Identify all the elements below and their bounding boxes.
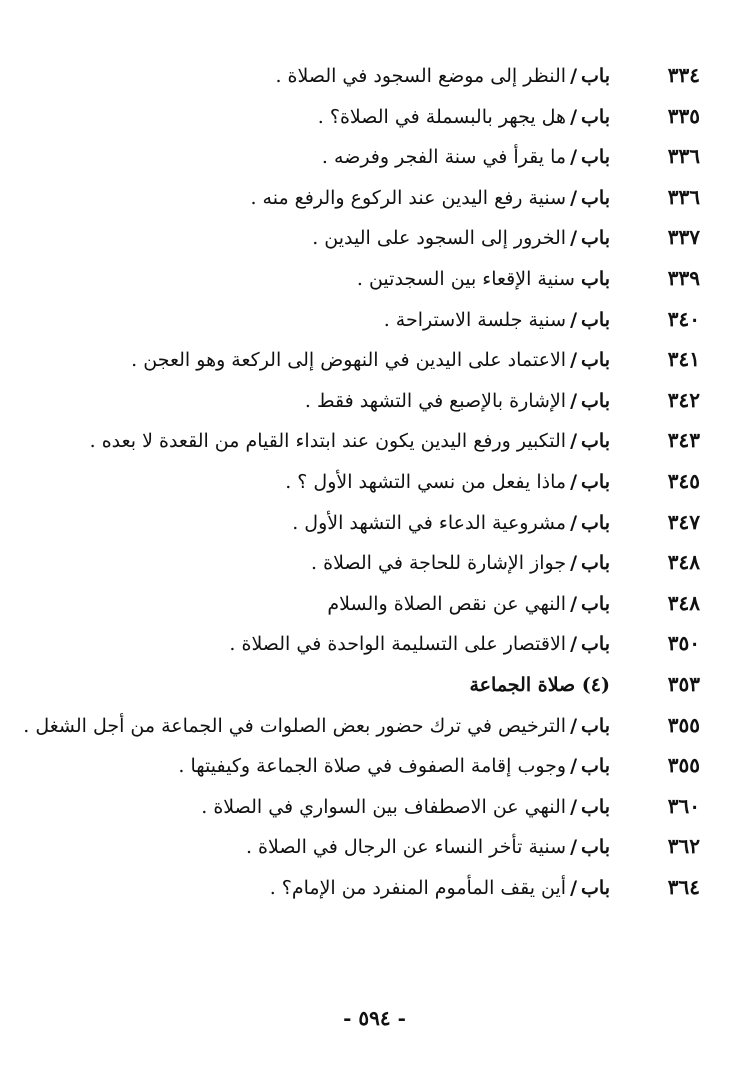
entry-title: سنية تأخر النساء عن الرجال في الصلاة . [245, 836, 567, 859]
entry-label: باب [581, 308, 610, 331]
entry-page-number: ٣٥٥ [667, 753, 700, 778]
entry-separator: / [570, 430, 578, 453]
entry-text [322, 137, 632, 178]
entry-label: باب [581, 836, 610, 859]
list-item [40, 299, 700, 340]
entry-separator: / [570, 470, 578, 493]
entry-separator: / [570, 755, 578, 778]
entry-separator: / [570, 592, 578, 615]
entry-page-number: ٣٣٥ [667, 103, 700, 128]
entry-title: وجوب إقامة الصفوف في صلاة الجماعة وكيفيتها . [178, 755, 567, 778]
entry-label: باب [581, 633, 610, 656]
entry-separator: / [570, 227, 578, 250]
entry-separator: / [570, 349, 578, 372]
entry-title: النظر إلى موضع السجود في الصلاة . [275, 65, 567, 87]
entry-page-number: ٣٥٠ [667, 631, 700, 656]
section-heading: (٤) صلاة الجماعة [469, 673, 610, 696]
entry-separator: / [570, 511, 578, 534]
entry-label: باب [581, 795, 610, 818]
entry-title: هل يجهر بالبسملة في الصلاة؟ . [317, 105, 567, 128]
list-item [40, 339, 700, 380]
entry-label: باب [581, 755, 610, 778]
entry-title: سنية جلسة الاستراحة . [383, 308, 567, 331]
entry-label: باب [581, 105, 610, 128]
entry-text [312, 218, 632, 259]
entry-text [131, 340, 632, 381]
entry-title: جواز الإشارة للحاجة في الصلاة . [311, 552, 567, 575]
list-item [40, 217, 700, 258]
entry-title: الاقتصار على التسليمة الواحدة في الصلاة . [229, 633, 567, 656]
entry-separator: / [570, 714, 578, 737]
entry-page-number: ٣٤٢ [667, 387, 700, 412]
list-item [40, 583, 700, 624]
list-item [40, 55, 700, 96]
entry-title: النهي عن نقص الصلاة والسلام [327, 592, 567, 615]
entry-separator: / [570, 795, 578, 818]
entry-page-number: ٣٤١ [667, 347, 700, 372]
entry-page-number: ٣٦٠ [667, 793, 700, 818]
entry-label: باب [581, 349, 610, 372]
entry-page-number: ٣٤٣ [667, 428, 700, 453]
entry-text [229, 624, 632, 665]
list-item [40, 420, 700, 461]
list-item [40, 542, 700, 583]
entry-text [311, 543, 632, 584]
entry-label: باب [581, 186, 610, 209]
entry-title: الإشارة بالإصبع في التشهد فقط . [304, 389, 567, 412]
list-item [40, 380, 700, 421]
entry-text [305, 381, 632, 422]
entry-page-number: ٣٣٦ [667, 184, 700, 209]
entry-text [246, 827, 632, 868]
list-item [40, 258, 700, 299]
entry-text [327, 584, 632, 625]
entry-label: باب [581, 714, 610, 737]
entry-page-number: ٣٤٨ [667, 550, 700, 575]
entry-title: مشروعية الدعاء في التشهد الأول . [292, 511, 567, 534]
entry-separator: / [570, 186, 578, 209]
entry-title: الاعتماد على اليدين في النهوض إلى الركعة وهو العجن . [131, 349, 567, 372]
entry-separator: / [570, 389, 578, 412]
entry-text [201, 787, 632, 828]
page-number-footer: - ٥٩٤ - [343, 1006, 406, 1030]
entry-label: باب [581, 876, 610, 899]
entry-page-number: ٣٤٨ [667, 590, 700, 615]
index-list [23, 55, 700, 907]
entry-separator: / [570, 836, 578, 859]
entry-page-number: ٣٦٢ [667, 834, 700, 859]
entry-text [275, 56, 632, 97]
entry-title: الترخيص في ترك حضور بعض الصلوات في الجماعة من أجل الشغل . [23, 714, 567, 737]
entry-label: باب [581, 552, 610, 575]
entry-label: باب [581, 511, 610, 534]
entry-text [292, 503, 632, 544]
entry-title: التكبير ورفع اليدين يكون عند ابتداء القيام من القعدة لا بعده . [89, 430, 567, 453]
entry-label: باب [581, 430, 610, 453]
entry-text [23, 706, 632, 747]
entry-separator: / [570, 633, 578, 656]
entry-separator: / [570, 105, 578, 128]
list-item [40, 623, 700, 664]
entry-page-number: ٣٥٣ [667, 671, 700, 696]
entry-label: باب [581, 227, 610, 250]
list-item [40, 96, 700, 137]
entry-page-number: ٣٤٧ [667, 509, 700, 534]
entry-page-number: ٣٣٩ [667, 265, 700, 290]
list-item [40, 786, 700, 827]
section-heading-row [40, 664, 700, 705]
entry-text [90, 421, 632, 462]
entry-title: سنية الإقعاء بين السجدتين . [356, 267, 575, 290]
entry-label: باب [581, 146, 610, 169]
list-item [40, 136, 700, 177]
entry-text [178, 746, 632, 787]
entry-page-number: ٣٦٤ [667, 874, 700, 899]
entry-text [285, 462, 632, 503]
entry-label: باب [581, 65, 610, 87]
entry-title: النهي عن الاصطفاف بين السواري في الصلاة . [201, 795, 567, 818]
entry-title: ما يقرأ في سنة الفجر وفرضه . [321, 146, 567, 169]
entry-text [357, 259, 632, 300]
entry-page-number: ٣٤٠ [667, 306, 700, 331]
entry-page-number: ٣٣٤ [667, 63, 700, 87]
entry-label: باب [581, 470, 610, 493]
entry-title: سنية رفع اليدين عند الركوع والرفع منه . [250, 186, 567, 209]
entry-text [318, 97, 632, 138]
entry-separator: / [570, 308, 578, 331]
entry-page-number: ٣٣٦ [667, 144, 700, 169]
entry-title: الخرور إلى السجود على اليدين . [312, 227, 567, 250]
list-item [40, 745, 700, 786]
list-item [23, 705, 700, 746]
entry-page-number: ٣٣٧ [667, 225, 700, 250]
entry-separator: / [570, 146, 578, 169]
entry-separator: / [570, 552, 578, 575]
entry-separator: / [570, 876, 578, 899]
list-item [40, 502, 700, 543]
entry-separator: / [570, 65, 578, 87]
entry-label: باب [581, 267, 610, 290]
entry-label: باب [581, 389, 610, 412]
entry-page-number: ٣٥٥ [667, 712, 700, 737]
entry-text [270, 868, 632, 909]
entry-label: باب [581, 592, 610, 615]
entry-page-number: ٣٤٥ [667, 468, 700, 493]
list-item [40, 867, 700, 908]
list-item [40, 177, 700, 218]
entry-text [250, 178, 632, 219]
entry-title: أين يقف المأموم المنفرد من الإمام؟ . [269, 876, 567, 899]
entry-title: ماذا يفعل من نسي التشهد الأول ؟ . [285, 470, 567, 493]
list-item [40, 826, 700, 867]
entry-text [384, 300, 632, 341]
list-item [40, 461, 700, 502]
